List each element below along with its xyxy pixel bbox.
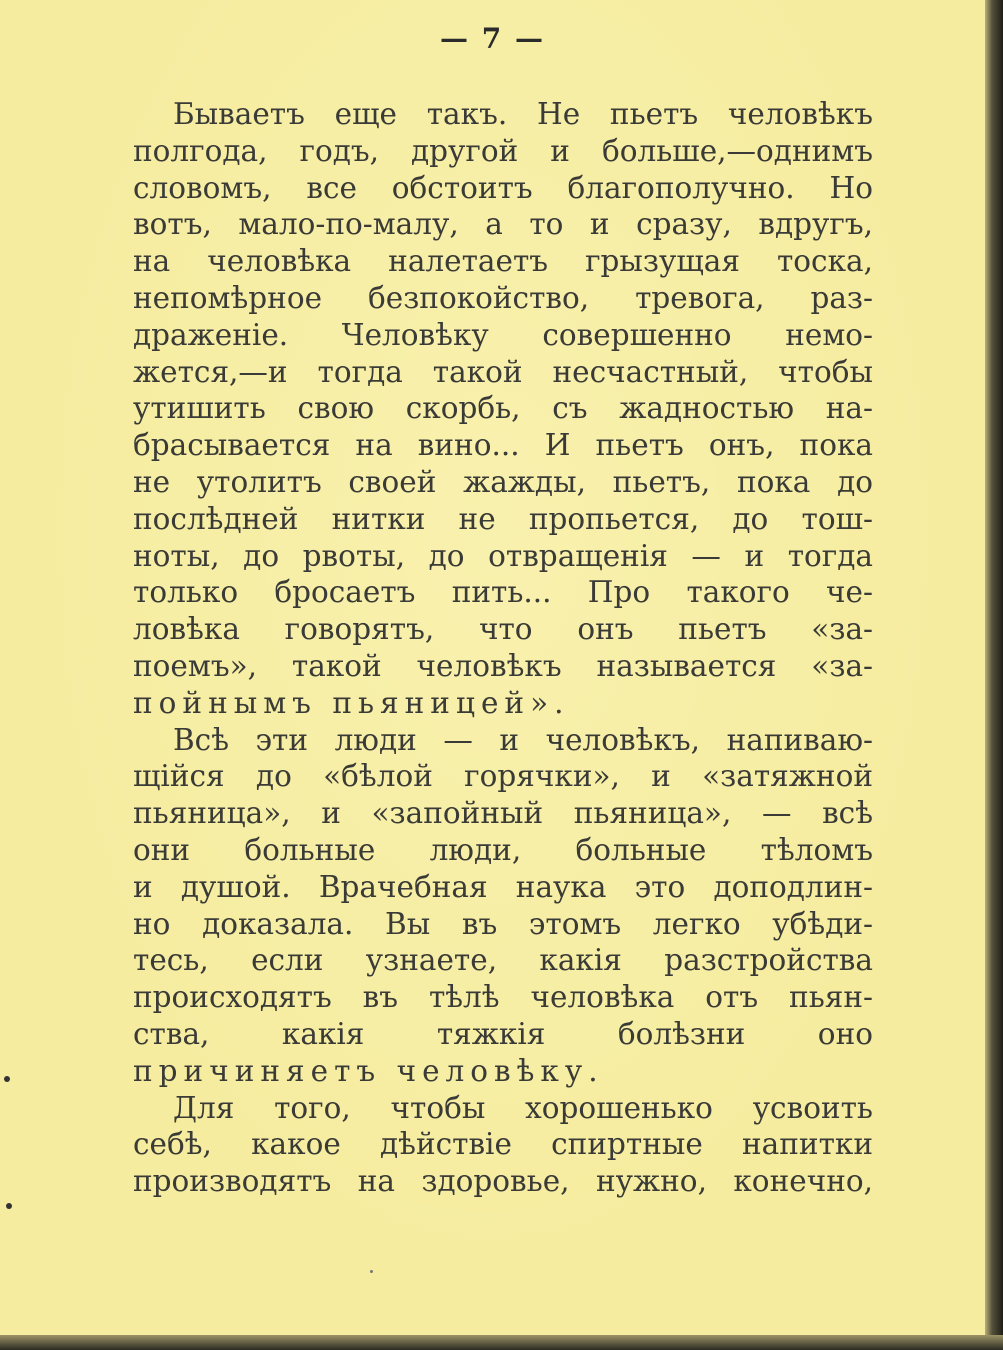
body-text — [133, 96, 873, 1200]
text-line: вотъ, мало-по-малу, а то и сразу, вдругъ, — [133, 207, 873, 242]
page-speck-mark — [370, 1270, 373, 1273]
text-line: но доказала. Вы въ этомъ легко убѣди- — [133, 906, 873, 941]
page-bottom-shadow — [0, 1335, 1003, 1350]
text-line: непомѣрное безпокойство, тревога, раз- — [133, 280, 873, 315]
text-line: поемъ», такой человѣкъ называется «за- — [133, 648, 873, 683]
text-line: послѣдней нитки не пропьется, до тош- — [133, 501, 873, 536]
text-line: драженіе. Человѣку совершенно немо- — [133, 317, 873, 352]
text-line: ноты, до рвоты, до отвращенія — и тогда — [133, 538, 873, 573]
text-line: не утолитъ своей жажды, пьетъ, пока до — [133, 464, 873, 499]
margin-dot-mark — [4, 1076, 10, 1082]
text-line: жется,—и тогда такой несчастный, чтобы — [133, 354, 873, 389]
text-line: пьяница», и «запойный пьяница», — всѣ — [133, 796, 873, 831]
text-line: и душой. Врачебная наука это доподлин- — [133, 869, 873, 904]
text-line: Всѣ эти люди — и человѣкъ, напиваю- — [173, 722, 873, 757]
text-line: тесь, если узнаете, какія разстройства — [133, 943, 873, 978]
text-line: производятъ на здоровье, нужно, конечно, — [133, 1164, 873, 1199]
text-line: полгода, годъ, другой и больше,—однимъ — [133, 133, 873, 168]
text-line: ловѣка говорятъ, что онъ пьетъ «за- — [133, 612, 873, 647]
text-line: они больные люди, больные тѣломъ — [133, 832, 873, 867]
text-line: на человѣка налетаетъ грызущая тоска, — [133, 244, 873, 279]
text-line: щійся до «бѣлой горячки», и «затяжной — [133, 759, 873, 794]
page-number: — 7 — — [440, 22, 545, 55]
text-line: Для того, чтобы хорошенько усвоить — [173, 1090, 873, 1125]
text-line: пойнымъ пьяницей». — [133, 685, 570, 720]
text-line: брасывается на вино... И пьетъ онъ, пока — [133, 428, 873, 463]
text-line: словомъ, все обстоитъ благополучно. Но — [133, 170, 873, 205]
text-line: только бросаетъ пить... Про такого че- — [133, 575, 873, 610]
text-line: утишить свою скорбь, съ жадностью на- — [133, 391, 873, 426]
text-line: себѣ, какое дѣйствіе спиртные напитки — [133, 1127, 873, 1162]
page-edge-shadow — [985, 0, 1003, 1350]
text-line: ства, какія тяжкія болѣзни оно — [133, 1016, 873, 1051]
text-line: происходятъ въ тѣлѣ человѣка отъ пьян- — [133, 980, 873, 1015]
margin-dot-mark — [6, 1203, 12, 1209]
text-line: Бываетъ еще такъ. Не пьетъ человѣкъ — [173, 97, 873, 131]
text-line: причиняетъ человѣку. — [133, 1053, 604, 1088]
